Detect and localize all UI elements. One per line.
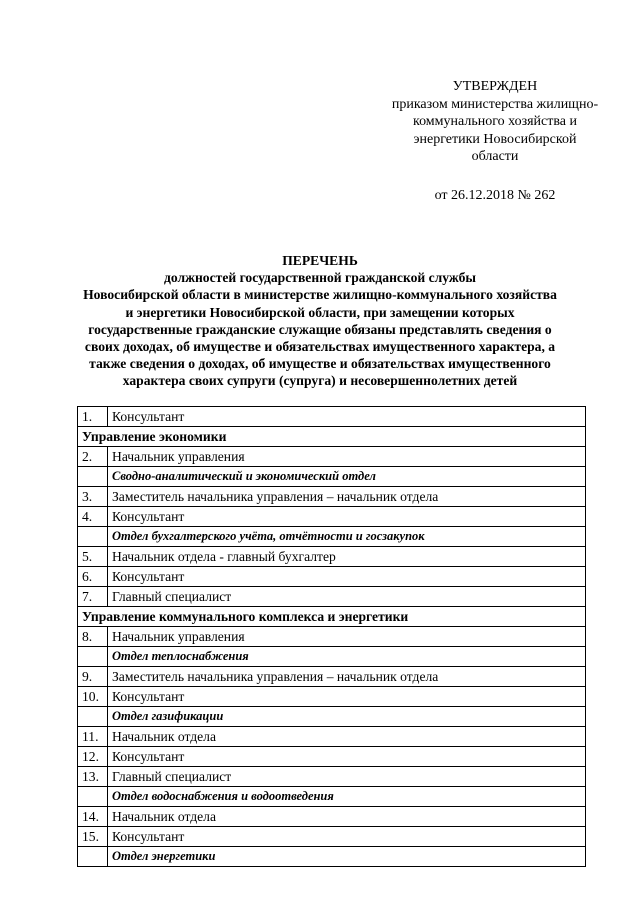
position-number: 14. (78, 807, 108, 827)
position-title: Консультант (108, 687, 586, 707)
department-title: Отдел теплоснабжения (108, 647, 586, 667)
position-row (78, 487, 586, 507)
position-number: 13. (78, 767, 108, 787)
position-title: Начальник отдела (108, 807, 586, 827)
empty-number-cell (78, 647, 108, 667)
position-title: Начальник управления (108, 627, 586, 647)
approval-line: области (471, 149, 519, 164)
position-row (78, 747, 586, 767)
department-title: Отдел водоснабжения и водоотведения (108, 787, 586, 807)
position-number: 1. (78, 407, 108, 427)
department-title: Отдел газификации (108, 707, 586, 727)
empty-number-cell (78, 527, 108, 547)
position-row (78, 587, 586, 607)
positions-table-body (78, 407, 586, 867)
section-row (78, 427, 586, 447)
position-number: 6. (78, 567, 108, 587)
approval-date: от 26.12.2018 № 262 (434, 187, 556, 203)
department-row (78, 467, 586, 487)
position-number: 3. (78, 487, 108, 507)
position-title: Консультант (108, 407, 586, 427)
position-row (78, 807, 586, 827)
position-number: 5. (78, 547, 108, 567)
position-title: Начальник отдела (108, 727, 586, 747)
position-title: Консультант (108, 747, 586, 767)
department-title: Сводно-аналитический и экономический отдел (108, 467, 586, 487)
position-title: Начальник управления (108, 447, 586, 467)
department-row (78, 527, 586, 547)
approval-line: энергетики Новосибирской (413, 131, 577, 147)
position-number: 11. (78, 727, 108, 747)
position-title: Консультант (108, 827, 586, 847)
department-title: Отдел энергетики (108, 847, 586, 867)
position-title: Главный специалист (108, 767, 586, 787)
position-row (78, 767, 586, 787)
position-row (78, 687, 586, 707)
empty-number-cell (78, 847, 108, 867)
document-heading (62, 252, 578, 390)
position-row (78, 447, 586, 467)
heading-line: своих доходах, об имуществе и обязательствах имущественного характера, а (84, 339, 556, 355)
department-row (78, 707, 586, 727)
position-number: 2. (78, 447, 108, 467)
position-number: 12. (78, 747, 108, 767)
department-row (78, 847, 586, 867)
position-row (78, 567, 586, 587)
section-row (78, 607, 586, 627)
heading-line: государственные гражданские служащие обязаны представлять сведения о (88, 321, 552, 337)
heading-line: и энергетики Новосибирской области, при замещении которых (125, 304, 515, 320)
position-number: 8. (78, 627, 108, 647)
position-title: Заместитель начальника управления – начальник отдела (108, 487, 586, 507)
position-number: 15. (78, 827, 108, 847)
position-row (78, 627, 586, 647)
position-row (78, 407, 586, 427)
position-row (78, 727, 586, 747)
approval-line: УТВЕРЖДЕН (452, 79, 538, 94)
position-number: 9. (78, 667, 108, 687)
heading-line: должностей государственной гражданской службы (164, 270, 476, 286)
approval-line: приказом министерства жилищно- (391, 96, 599, 112)
position-number: 7. (78, 587, 108, 607)
section-title: Управление коммунального комплекса и энергетики (78, 607, 586, 627)
position-number: 10. (78, 687, 108, 707)
position-number: 4. (78, 507, 108, 527)
department-row (78, 787, 586, 807)
empty-number-cell (78, 707, 108, 727)
heading-line: также сведения о доходах, об имуществе и обязательствах имущественного (89, 356, 551, 372)
approval-line: коммунального хозяйства и (412, 114, 578, 129)
section-title: Управление экономики (78, 427, 586, 447)
positions-table (77, 406, 586, 867)
position-row (78, 547, 586, 567)
empty-number-cell (78, 787, 108, 807)
position-title: Начальник отдела - главный бухгалтер (108, 547, 586, 567)
position-title: Консультант (108, 567, 586, 587)
approval-block (360, 78, 630, 204)
position-title: Заместитель начальника управления – начальник отдела (108, 667, 586, 687)
heading-line: характера своих супруги (супруга) и несовершеннолетних детей (122, 373, 518, 389)
department-title: Отдел бухгалтерского учёта, отчётности и госзакупок (108, 527, 586, 547)
heading-line: Новосибирской области в министерстве жилищно-коммунального хозяйства (83, 287, 557, 303)
position-title: Главный специалист (108, 587, 586, 607)
department-row (78, 647, 586, 667)
empty-number-cell (78, 467, 108, 487)
position-title: Консультант (108, 507, 586, 527)
document-title: ПЕРЕЧЕНЬ (282, 253, 358, 268)
position-row (78, 827, 586, 847)
position-row (78, 507, 586, 527)
position-row (78, 667, 586, 687)
